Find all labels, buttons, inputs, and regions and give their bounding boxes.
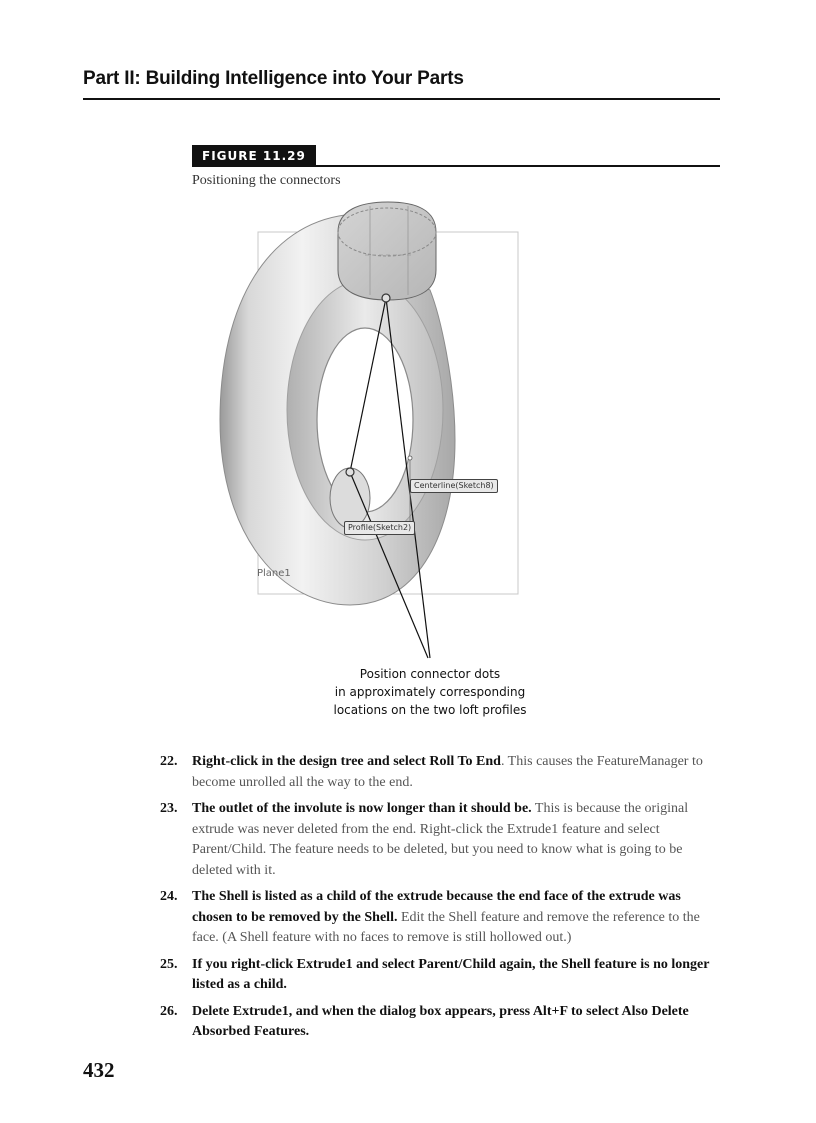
callout-line: in approximately corresponding — [334, 685, 526, 699]
step-item — [150, 1002, 720, 1043]
centerline-end-dot — [408, 456, 412, 460]
step-number: 24. — [160, 889, 178, 904]
running-head: Part II: Building Intelligence into Your Parts — [83, 68, 464, 89]
profile-tag: Profile(Sketch2) — [344, 521, 415, 535]
step-number: 25. — [160, 956, 178, 972]
connector-dot-bottom — [346, 468, 354, 476]
step-list — [150, 752, 720, 1049]
step-item — [150, 799, 720, 881]
step-body-text: . This causes the FeatureManager to become unrolled all the way to the end. — [192, 754, 703, 790]
plane-label: Plane1 — [257, 568, 291, 579]
figure-label: FIGURE 11.29 — [192, 145, 316, 167]
step-body-text: This is because the original extrude was never deleted from the end. Right-click the Extrude1 feature and select Parent/Child. The feature needs to be deleted, but you need to know what is going to be deleted with it. — [192, 801, 689, 878]
callout-line: Position connector dots — [359, 667, 501, 681]
callout-line: locations on the two loft profiles — [333, 703, 527, 717]
step-bold-text: If you right-click Extrude1 and select Parent/Child again, the Shell feature is no longer listed as a child. — [192, 956, 710, 992]
step-bold-text: Right-click in the design tree and select Roll To End — [192, 754, 501, 769]
step-bold-text: The outlet of the involute is now longer than it should be. — [192, 801, 532, 816]
step-bold-text: The Shell is listed as a child of the extrude because the end face of the extrude was chosen to be removed by the Shell. — [192, 889, 681, 925]
step-number: 26. — [160, 1003, 178, 1019]
figure-callout — [330, 665, 530, 719]
profile-circle — [330, 468, 370, 528]
step-body-text: Edit the Shell feature and remove the reference to the face. (A Shell feature with no faces to remove is still hollowed out.) — [192, 909, 700, 945]
step-item — [150, 887, 720, 949]
centerline-tag: Centerline(Sketch8) — [410, 479, 498, 493]
step-number: 23. — [160, 801, 178, 816]
page-number: 432 — [83, 1058, 115, 1082]
step-bold-text: Delete Extrude1, and when the dialog box appears, press Alt+F to select Also Delete Absorbed Features. — [192, 1003, 689, 1039]
step-number: 22. — [160, 754, 178, 769]
figure-caption: Positioning the connectors — [192, 173, 341, 188]
connector-dot-top — [382, 294, 390, 302]
step-item — [150, 955, 720, 996]
outlet-cylinder — [338, 202, 436, 300]
step-item — [150, 752, 720, 793]
